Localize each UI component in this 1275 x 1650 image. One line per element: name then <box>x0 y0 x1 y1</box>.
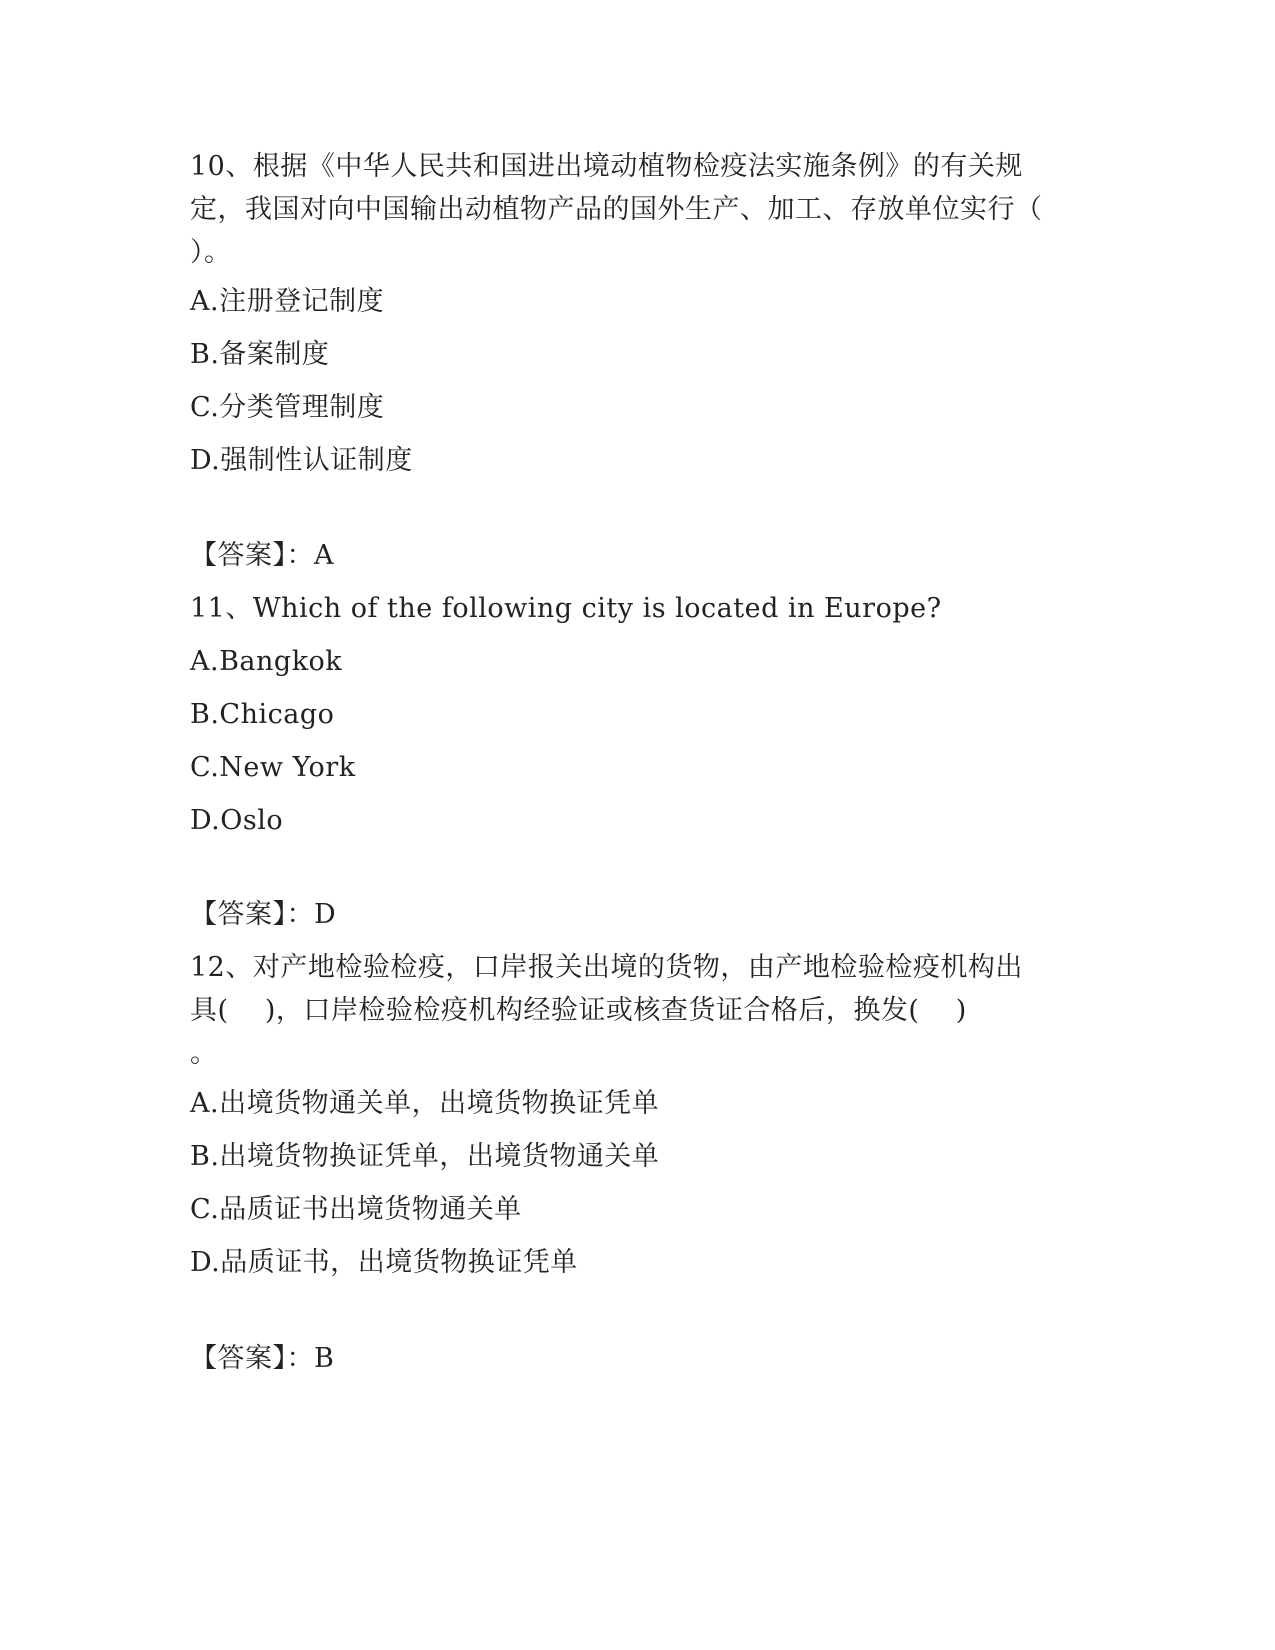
question-12-option-b: B.出境货物换证凭单，出境货物通关单 <box>190 1141 660 1172</box>
question-10-option-d: D.强制性认证制度 <box>190 445 413 476</box>
question-11-stem-line-1: 11、Which of the following city is located in Europe? <box>190 593 942 624</box>
question-12-answer: 【答案】：B <box>190 1343 335 1374</box>
question-11-option-a: A.Bangkok <box>190 646 343 677</box>
question-11-option-b: B.Chicago <box>190 699 335 730</box>
question-12-option-d: D.品质证书，出境货物换证凭单 <box>190 1247 578 1278</box>
question-10-option-a: A.注册登记制度 <box>190 286 385 317</box>
question-12-stem-line-1: 12、对产地检验检疫，口岸报关出境的货物，由产地检验检疫机构出 <box>190 952 1023 983</box>
question-10-option-b: B.备案制度 <box>190 339 330 370</box>
question-10-answer: 【答案】：A <box>190 540 334 571</box>
question-12-option-c: C.品质证书出境货物通关单 <box>190 1194 522 1225</box>
question-12-stem-line-3: 。 <box>190 1038 218 1069</box>
question-12-stem-line-2: 具( )，口岸检验检疫机构经验证或核查货证合格后，换发( ) <box>190 995 967 1026</box>
question-11-option-d: D.Oslo <box>190 805 284 836</box>
question-10-stem-line-1: 10、根据《中华人民共和国进出境动植物检疫法实施条例》的有关规 <box>190 151 1023 182</box>
question-11-option-c: C.New York <box>190 752 356 783</box>
question-10-option-c: C.分类管理制度 <box>190 392 385 423</box>
question-10-stem-line-2: 定，我国对向中国输出动植物产品的国外生产、加工、存放单位实行（ <box>190 194 1043 225</box>
question-10-stem-line-3: ）。 <box>190 237 232 268</box>
question-12-option-a: A.出境货物通关单，出境货物换证凭单 <box>190 1088 660 1119</box>
question-11-answer: 【答案】：D <box>190 899 337 930</box>
